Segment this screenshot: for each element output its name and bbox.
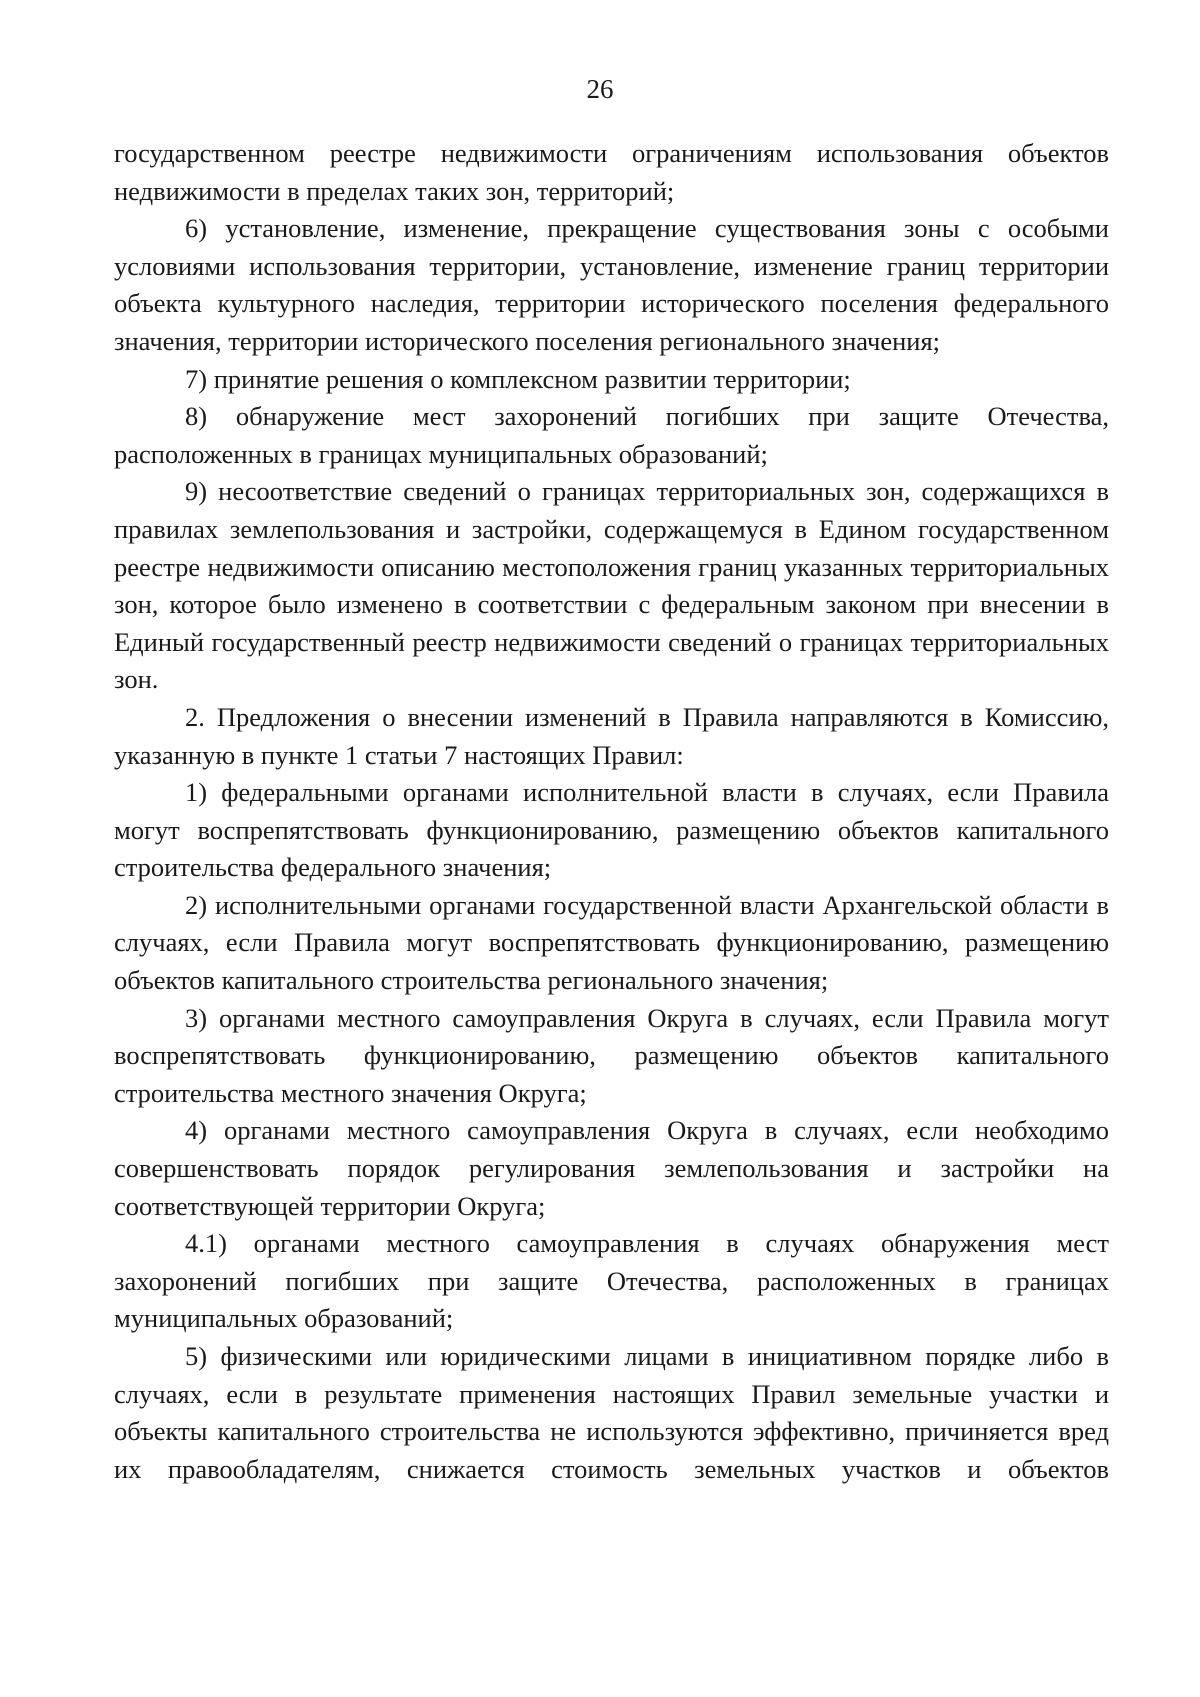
page-number: 26 (586, 74, 614, 104)
document-paragraph: 4.1) органами местного самоуправления в случаях обнаружения мест захоронений погибших при защите Отечества, расположенных в границах муниципальных образований; (114, 1228, 1109, 1334)
document-paragraph: 9) несоответствие сведений о границах территориальных зон, содержащихся в правилах землепользования и застройки, содержащемуся в Едином государственном реестре недвижимости описанию местоположения границ указанных территориальных зон, которое было изменено в соответствии с федеральным законом при внесении в Единый государственный реестр недвижимости сведений о границах территориальных зон. (114, 476, 1109, 695)
document-body (114, 135, 1109, 1488)
document-paragraph: 6) установление, изменение, прекращение существования зоны с особыми условиями использования территории, установление, изменение границ территории объекта культурного наследия, территории исторического поселения федерального значения, территории исторического поселения регионального значения; (114, 213, 1109, 356)
document-paragraph: 3) органами местного самоуправления Округа в случаях, если Правила могут воспрепятствовать функционированию, размещению объектов капитального строительства местного значения Округа; (114, 1002, 1109, 1108)
document-paragraph: 2. Предложения о внесении изменений в Правила направляются в Комиссию, указанную в пункте 1 статьи 7 настоящих Правил: (114, 701, 1109, 770)
document-paragraph: 8) обнаружение мест захоронений погибших при защите Отечества, расположенных в границах муниципальных образований; (114, 401, 1109, 469)
document-paragraph: 7) принятие решения о комплексном развитии территории; (185, 363, 851, 394)
document-paragraph: 5) физическими или юридическими лицами в инициативном порядке либо в случаях, если в результате применения настоящих Правил земельные участки и объекты капитального строительства не используются эффективно, причиняется вред их правообладателям, снижается стоимость земельных участков и объектов (114, 1341, 1109, 1484)
document-paragraph: государственном реестре недвижимости ограничениям использования объектов недвижимости в пределах таких зон, территорий; (114, 138, 1109, 206)
document-paragraph: 2) исполнительными органами государственной власти Архангельской области в случаях, если Правила могут воспрепятствовать функционированию, размещению объектов капитального строительства регионального значения; (114, 889, 1109, 996)
document-paragraph: 1) федеральными органами исполнительной власти в случаях, если Правила могут воспрепятствовать функционированию, размещению объектов капитального строительства федерального значения; (114, 777, 1109, 883)
document-paragraph: 4) органами местного самоуправления Округа в случаях, если необходимо совершенствовать порядок регулирования землепользования и застройки на соответствующей территории Округа; (114, 1115, 1109, 1221)
